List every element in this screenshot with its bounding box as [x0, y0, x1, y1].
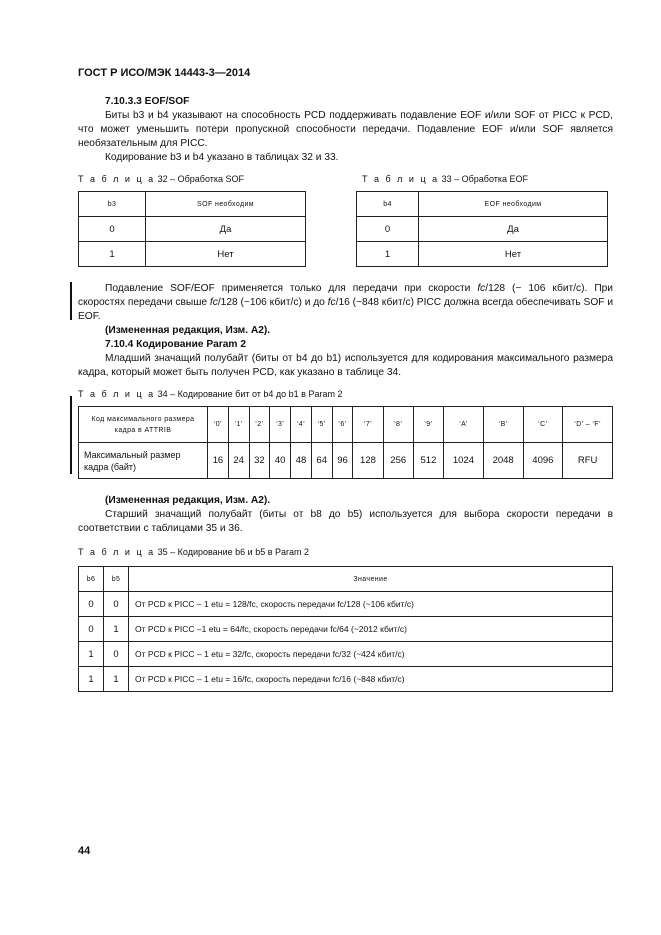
- table-cell: ‘9’: [413, 407, 443, 443]
- table-row: [79, 642, 613, 667]
- table-cell: Да: [419, 217, 608, 242]
- table-cell: ‘A’: [444, 407, 484, 443]
- table-cell: ‘B’: [483, 407, 523, 443]
- table-33-caption-prefix: Т а б л и ц а: [362, 174, 440, 184]
- change-bar: [70, 282, 72, 320]
- table-33-caption: [362, 174, 528, 184]
- paragraph-3-part: Подавление SOF/EOF применяется только для передачи при скорости: [105, 283, 478, 294]
- table-row: [79, 242, 306, 267]
- table-32-caption-text: 32 – Обработка SOF: [157, 174, 245, 184]
- table-32-caption-prefix: Т а б л и ц а: [78, 174, 156, 184]
- table-cell: 1: [104, 667, 129, 692]
- table-row: [79, 667, 613, 692]
- table-cell: 512: [413, 443, 443, 479]
- table-cell: ‘0’: [208, 407, 229, 443]
- paragraph-5: Старший значащий полубайт (биты от b8 до b5) используется для выбора скорости передачи в соответствии с таблицами 35 и 36.: [78, 509, 613, 534]
- table-cell: ‘7’: [353, 407, 383, 443]
- table-cell: 0: [104, 642, 129, 667]
- paragraph-1: Биты b3 и b4 указывают на способность PCD поддерживать подавление EOF и/или SOF от PICC к PCD, что может уменьшить потери пропускной способности передачи. Подавление EOF и/или SOF является необязательным для PICC.: [78, 110, 613, 149]
- revision-note-2: (Измененная редакция, Изм. А2).: [105, 495, 271, 506]
- table-35-caption-prefix: Т а б л и ц а: [78, 547, 156, 557]
- table-cell: 0: [79, 617, 104, 642]
- table-34-row-label: Максимальный размер кадра (байт): [79, 443, 208, 479]
- table-cell: ‘2’: [249, 407, 270, 443]
- table-34-caption-prefix: Т а б л и ц а: [78, 389, 156, 399]
- table-cell: 1: [104, 617, 129, 642]
- table-row: [357, 242, 608, 267]
- table-cell: От PCD к PICC – 1 etu = 32/fc, скорость передачи fc/32 (~424 кбит/с): [129, 642, 613, 667]
- paragraph-3-part: fc: [477, 283, 486, 294]
- table-row: [79, 443, 613, 479]
- table-33-header-b4: b4: [357, 192, 419, 217]
- table-row: [79, 617, 613, 642]
- table-cell: 256: [383, 443, 413, 479]
- table-cell: ‘5’: [311, 407, 332, 443]
- table-row: [79, 407, 613, 443]
- table-33-header-eof: EOF необходим: [419, 192, 608, 217]
- table-cell: 1: [79, 667, 104, 692]
- table-35-caption: [78, 547, 309, 557]
- table-cell: 0: [79, 592, 104, 617]
- table-35-caption-text: 35 – Кодирование b6 и b5 в Param 2: [157, 547, 310, 557]
- paragraph-3-part: fc: [327, 297, 336, 308]
- table-cell: ‘3’: [270, 407, 291, 443]
- table-cell: 64: [311, 443, 332, 479]
- table-cell: Да: [146, 217, 306, 242]
- paragraph-3-part: /16 (~848 кбит/с) PICC должна всегда обеспечивать SOF и EOF.: [78, 297, 614, 322]
- table-cell: 128: [353, 443, 383, 479]
- table-cell: ‘C’: [523, 407, 563, 443]
- table-cell: 24: [228, 443, 249, 479]
- table-cell: 0: [79, 217, 146, 242]
- table-cell: ‘D’ – ‘F’: [563, 407, 613, 443]
- table-cell: 96: [332, 443, 353, 479]
- table-34-caption: [78, 389, 342, 399]
- paragraph-3-part: /128 (~106 кбит/с) и до: [217, 297, 328, 308]
- table-cell: От PCD к PICC –1 etu = 64/fc, скорость передачи fc/64 (~2012 кбит/с): [129, 617, 613, 642]
- section-title: 7.10.3.3 EOF/SOF: [105, 96, 190, 107]
- table-34-row-label: Код максимального размера кадра в ATTRIB: [79, 407, 208, 443]
- table-cell: От PCD к PICC – 1 etu = 16/fc, скорость передачи fc/16 (~848 кбит/с): [129, 667, 613, 692]
- table-cell: 1: [79, 642, 104, 667]
- table-35-header-value: Значение: [129, 567, 613, 592]
- paragraph-3-part: /128 (~ 106 кбит/с). При скоростях передачи свыше: [78, 283, 613, 308]
- table-cell: ‘4’: [291, 407, 312, 443]
- table-32-header-b3: b3: [79, 192, 146, 217]
- paragraph-3-part: fc: [209, 297, 218, 308]
- paragraph-4: Младший значащий полубайт (биты от b4 до b1) используется для кодирования максимального размера кадра, который может быть получен PCD, как указано в таблице 34.: [78, 353, 613, 378]
- table-cell: RFU: [563, 443, 613, 479]
- table-cell: 48: [291, 443, 312, 479]
- table-32-caption: [78, 174, 244, 184]
- table-34-caption-text: 34 – Кодирование бит от b4 до b1 в Param 2: [157, 389, 343, 399]
- table-cell: 1024: [444, 443, 484, 479]
- table-cell: 2048: [483, 443, 523, 479]
- table-row: [79, 567, 613, 592]
- change-bar: [70, 396, 72, 474]
- table-35-header-b6: b6: [79, 567, 104, 592]
- table-34: [78, 406, 613, 479]
- revision-note-1: (Измененная редакция, Изм. А2).: [105, 325, 271, 336]
- table-cell: От PCD к PICC – 1 etu = 128/fc, скорость передачи fc/128 (~106 кбит/с): [129, 592, 613, 617]
- table-cell: 4096: [523, 443, 563, 479]
- section-2-title: 7.10.4 Кодирование Param 2: [105, 339, 246, 350]
- table-33-caption-text: 33 – Обработка EOF: [441, 174, 529, 184]
- table-row: [79, 592, 613, 617]
- table-35-header-b5: b5: [104, 567, 129, 592]
- table-row: [79, 217, 306, 242]
- table-cell: Нет: [419, 242, 608, 267]
- page-number: 44: [78, 845, 91, 857]
- document-header: ГОСТ Р ИСО/МЭК 14443-3—2014: [78, 67, 251, 79]
- table-32-header-sof: SOF необходим: [146, 192, 306, 217]
- table-cell: ‘6’: [332, 407, 353, 443]
- table-cell: 32: [249, 443, 270, 479]
- paragraph-3: [78, 282, 613, 324]
- table-cell: ‘8’: [383, 407, 413, 443]
- table-cell: 1: [79, 242, 146, 267]
- table-cell: ‘1’: [228, 407, 249, 443]
- table-35: [78, 566, 613, 692]
- table-cell: 16: [208, 443, 229, 479]
- table-33: [356, 191, 608, 267]
- table-cell: Нет: [146, 242, 306, 267]
- table-cell: 40: [270, 443, 291, 479]
- table-cell: 0: [357, 217, 419, 242]
- table-cell: 0: [104, 592, 129, 617]
- table-cell: 1: [357, 242, 419, 267]
- table-32: [78, 191, 306, 267]
- table-row: [357, 217, 608, 242]
- paragraph-2: Кодирование b3 и b4 указано в таблицах 32 и 33.: [105, 152, 339, 163]
